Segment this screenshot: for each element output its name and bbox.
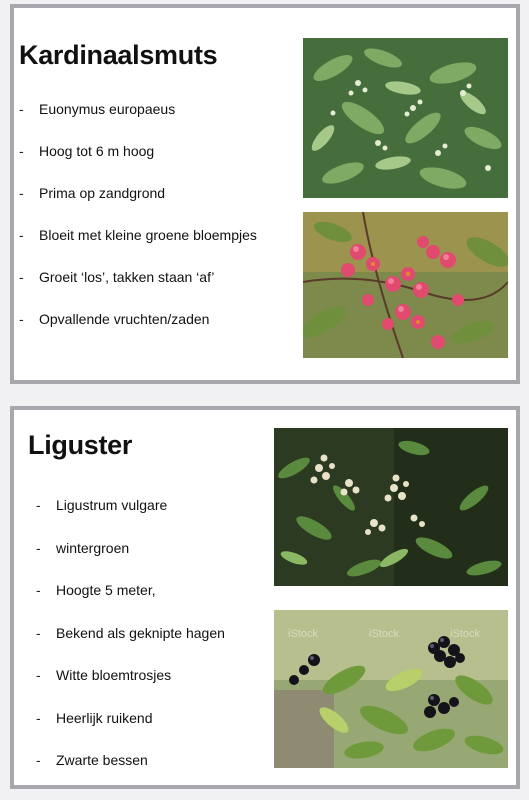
bullet-item [36, 739, 225, 782]
slide-kardinaalsmuts [10, 4, 520, 384]
bullet-text: Opvallende vruchten/zaden [39, 311, 210, 327]
bullet-marker: - [19, 185, 24, 201]
bullet-item [19, 172, 257, 214]
bullet-list [19, 88, 257, 340]
bullet-marker: - [36, 582, 41, 599]
bullet-marker: - [36, 539, 41, 556]
bullet-text: Hoogte 5 meter, [56, 582, 156, 599]
bullet-text: Witte bloemtrosjes [56, 667, 172, 684]
bullet-marker: - [36, 497, 41, 514]
bullet-item [36, 612, 225, 655]
bullet-item [36, 654, 225, 697]
bullet-marker: - [19, 143, 24, 159]
bullet-text: wintergroen [56, 539, 130, 556]
bullet-marker: - [19, 101, 24, 117]
bullet-item [36, 697, 225, 740]
bullet-marker: - [36, 752, 41, 769]
bullet-text: Bloeit met kleine groene bloempjes [39, 227, 257, 243]
bullet-text: Hoog tot 6 m hoog [39, 143, 155, 159]
bullet-marker: - [36, 709, 41, 726]
bullet-text: Euonymus europaeus [39, 101, 176, 117]
bullet-item [19, 130, 257, 172]
photo-euonymus-foliage [303, 38, 508, 198]
bullet-item [36, 569, 225, 612]
bullet-text: Zwarte bessen [56, 752, 148, 769]
bullet-marker: - [36, 624, 41, 641]
slide-title: Liguster [28, 430, 133, 460]
slide-title: Kardinaalsmuts [19, 40, 218, 70]
photo-ligustrum-flowers [274, 428, 508, 586]
bullet-item [19, 214, 257, 256]
photo-ligustrum-berries [274, 610, 508, 768]
bullet-text: Bekend als geknipte hagen [56, 624, 225, 641]
bullet-text: Heerlijk ruikend [56, 709, 153, 726]
watermark: iStock [369, 628, 399, 640]
bullet-text: Prima op zandgrond [39, 185, 166, 201]
bullet-marker: - [19, 227, 24, 243]
bullet-text: Groeit ‘los’, takken staan ‘af’ [39, 269, 215, 285]
bullet-item [19, 88, 257, 130]
slide-liguster [10, 406, 520, 789]
bullet-item [36, 527, 225, 570]
bullet-marker: - [19, 269, 24, 285]
bullet-list [36, 484, 225, 782]
bullet-text: Ligustrum vulgare [56, 497, 168, 514]
bullet-marker: - [36, 667, 41, 684]
bullet-item [36, 484, 225, 527]
bullet-item [19, 298, 257, 340]
bullet-item [19, 256, 257, 298]
watermark: iStock [450, 628, 480, 640]
photo-euonymus-fruits [303, 212, 508, 358]
watermark: iStock [288, 628, 318, 640]
bullet-marker: - [19, 311, 24, 327]
